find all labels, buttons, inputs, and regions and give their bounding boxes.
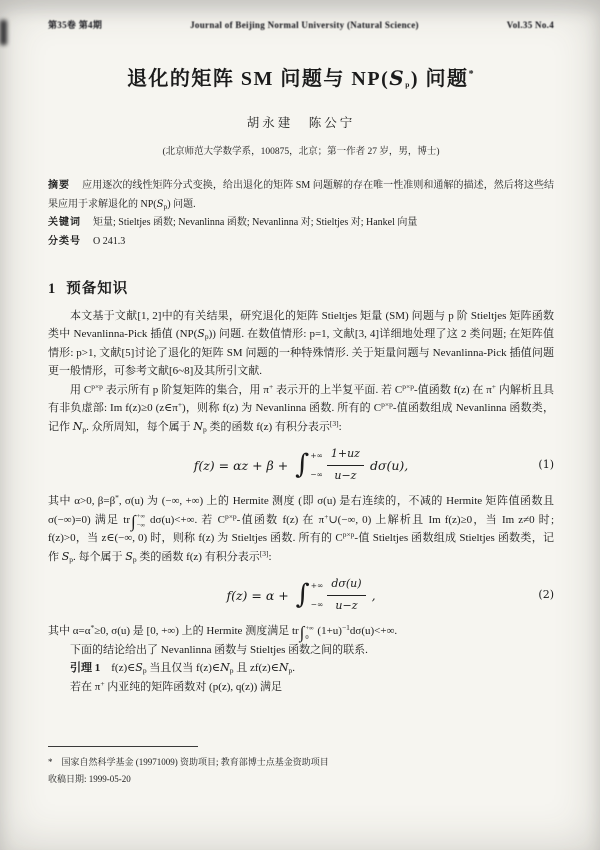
integral-sign: [295, 448, 323, 480]
abstract: 摘要 应用逐次的线性矩阵分式变换，给出退化的矩阵 SM 问题解的存在唯一性准则和通解的描述，然后将这些结果应用于求解退化的 $NP(S_p)$ 问题.: [48, 180, 555, 211]
integral-limits: [310, 452, 323, 479]
paragraph: 本文基于文献[1, 2]中的有关结果，研究退化的矩阵 Stieltjes 矩量 (SM) 问题与 p 阶 Stieltjes 矩阵函数类中 Nevanlinna-Pick 插值 $(NP(S_p))$ 问题. 在数值情形: p=1, 文献[3, 4]详细地处理了这 2 类问题; 在矩阵值情形: p>1, 文献[5]讨论了退化的矩阵 SM 问题的一种特殊情形. 关于矩量问题与 Nevanlinna-Pick 插值问题更一般情形，可参考文献[6~8]及其所引文献.: [48, 310, 554, 378]
equation-rhs: ,: [371, 587, 376, 603]
section-number: 1: [48, 281, 57, 297]
equation-1: [48, 445, 554, 485]
journal-header: [48, 18, 554, 31]
fraction: [327, 575, 365, 615]
journal-issue: 第35卷 第4期: [48, 20, 103, 30]
funding-footnote: * 国家自然科学基金 (19971009) 资助项目; 教育部博士点基金资助项目: [48, 756, 329, 767]
integral-upper-limit: +∞: [310, 450, 323, 460]
lemma-1: 引理 1 $f(z)\in S_p$ 当且仅当 $f(z)\in N_p$ 且 $zf(z)\in N_p$.: [70, 661, 295, 676]
journal-title-en: Journal of Beijing Normal University (Natural Science): [190, 20, 419, 30]
classification: 分类号 O 241.3: [48, 235, 126, 247]
paper-title: 退化的矩阵 SM 问题与 $NP(S_p)$ 问题*: [126, 66, 476, 90]
section-body: [48, 307, 554, 696]
integral-lower-limit: −∞: [310, 470, 323, 480]
paragraph: 下面的结论给出了 Nevanlinna 函数与 Stieltjes 函数之间的联系.: [70, 644, 368, 656]
fraction-denominator: u−z: [334, 468, 357, 482]
journal-volume: Vol.35 No.4: [506, 20, 554, 30]
integral-glyph: ∫: [295, 448, 310, 480]
fraction-numerator: dσ(u): [327, 575, 365, 595]
abstract-block: [48, 177, 554, 251]
integral-glyph: ∫: [295, 578, 310, 610]
equation-2: [48, 575, 554, 615]
equation-lhs: f(z) = αz + β +: [193, 457, 289, 473]
section-title: 预备知识: [66, 281, 129, 297]
paragraph: 其中 α>0, β=β*, σ(u) 为 (−∞, +∞) 上的 Hermite 测度 (即 σ(u) 是右连续的，不减的 Hermite 矩阵值函数且 σ(−∞)=0) 满足 tr ∫ +∞ −∞ dσ(u)<+∞. 若 $C^{p\times p}-$值函数 f(z) 在 π+∪(−∞, 0) 上解析且 Im f(z)≥0，当 Im z≠0 时; f(z)>0，当 z∈(−∞, 0) 时，则称 f(z) 为 Stieltjes 函数. 所有的 $C^{p\times p}-$值 Stieltjes 函数组成 Stieltjes 函数类，记作 $S_p$. 每个属于 $S_p$ 类的函数 f(z) 有积分表示[3]:: [48, 493, 554, 564]
footnote-area: [48, 746, 554, 850]
equation-number: (1): [538, 458, 554, 472]
keywords: 关键词 矩量; Stieltjes 函数; Nevanlinna 函数; Nevanlinna 对; Stieltjes 对; Hankel 向量: [48, 217, 418, 228]
equation-number: (2): [538, 588, 554, 602]
fraction: [327, 445, 364, 485]
integral-upper-limit: +∞: [310, 580, 324, 590]
integral-sign: ∫ +∞ 0: [299, 623, 314, 643]
fraction-denominator: u−z: [335, 598, 358, 612]
fraction-numerator: 1+uz: [327, 445, 364, 465]
paragraph: 用 $C^{p\times p}$ 表示所有 p 阶复矩阵的集合，用 π+ 表示开的上半复平面. 若 $C^{p\times p}-$值函数 f(z) 在 π+ 内解析且具有非负虚部: Im f(z)≥0 (z∈π+)，则称 f(z) 为 Nevanlinna 函数. 所有的 $C^{p\times p}-$值函数组成 Nevanlinna 函数类，记作 $N_p$. 众所周知，每个属于 $N_p$ 类的函数 f(z) 有积分表示[3]:: [48, 381, 555, 434]
footnote-rule: [48, 746, 198, 747]
integral-sign: ∫ +∞ −∞: [131, 511, 145, 531]
equation-rhs: dσ(u),: [369, 457, 409, 473]
equation-lhs: f(z) = α +: [226, 587, 289, 603]
received-date: 收稿日期: 1999-05-20: [48, 773, 131, 784]
integral-limits: [311, 582, 324, 609]
section-heading: [48, 277, 554, 298]
integral-sign: [295, 578, 324, 610]
authors: 胡永建 陈公宁: [246, 116, 356, 130]
affiliation: (北京师范大学数学系，100875，北京；第一作者 27 岁，男，博士): [162, 147, 440, 157]
integral-lower-limit: −∞: [310, 600, 324, 610]
paragraph: 其中 α=α*≥0, σ(u) 是 [0, +∞) 上的 Hermite 测度满足 tr ∫ +∞ 0 $(1+u)^{-1}d\sigma(u)<+\infty$.: [48, 623, 398, 643]
scan-artifact: [0, 20, 7, 45]
paragraph: 若在 π+ 内亚纯的矩阵函数对 (p(z), q(z)) 满足: [70, 678, 283, 693]
